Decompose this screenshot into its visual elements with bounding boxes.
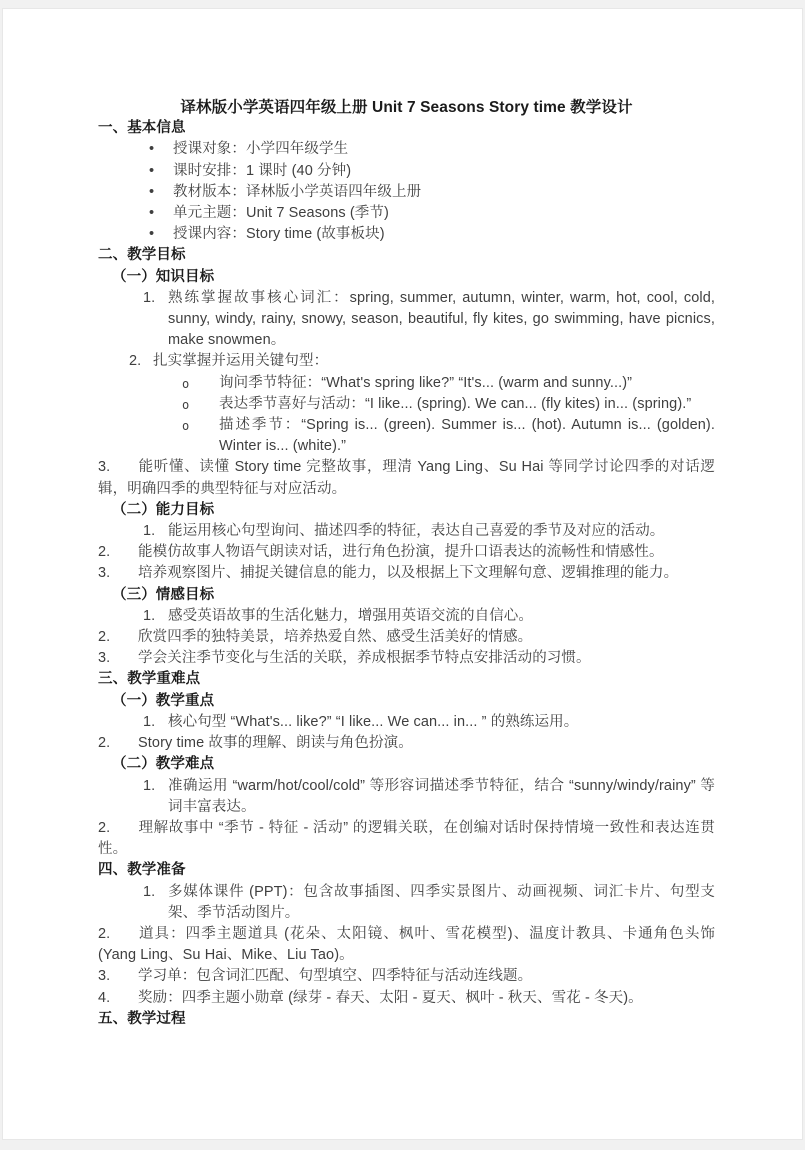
numbered-item-text: 培养观察图片、捕捉关键信息的能力，以及根据上下文理解句意、逻辑推理的能力。 bbox=[138, 565, 679, 582]
numbered-item bbox=[98, 627, 715, 648]
circle-bullet-icon: o bbox=[182, 419, 190, 434]
numbered-item-text: 熟练掌握故事核心词汇：spring, summer, autumn, winter, warm, hot, cool, cold, sunny, windy, rainy, snowy, season, beautiful, fly kites, go swimming, have picnics, make snowmen。 bbox=[168, 289, 715, 349]
numbered-item bbox=[98, 776, 715, 818]
numbered-item bbox=[98, 988, 715, 1009]
numbered-item-text: 感受英语故事的生活化魅力，增强用英语交流的自信心。 bbox=[168, 607, 533, 624]
number-marker: 3. bbox=[98, 968, 111, 985]
numbered-item-text: 核心句型 “What's... like?” “I like... We can... in... ” 的熟练运用。 bbox=[168, 713, 579, 730]
sub-bullet-text: 询问季节特征：“What's spring like?” “It's... (warm and sunny...)” bbox=[219, 374, 633, 391]
subsection-heading-difficult-points: （二）教学难点 bbox=[112, 756, 215, 773]
bullet-icon: • bbox=[149, 205, 155, 222]
numbered-item bbox=[98, 521, 715, 542]
number-marker: 3. bbox=[98, 650, 111, 667]
bulleted-item bbox=[98, 224, 715, 245]
number-marker: 1. bbox=[143, 289, 156, 306]
number-marker: 1. bbox=[143, 883, 156, 900]
number-marker: 1. bbox=[143, 713, 156, 730]
numbered-item bbox=[98, 733, 715, 754]
numbered-item bbox=[98, 351, 715, 372]
bulleted-item-text: 授课对象：小学四年级学生 bbox=[173, 141, 349, 158]
numbered-item bbox=[98, 818, 715, 860]
number-marker: 3. bbox=[98, 459, 111, 476]
numbered-item bbox=[98, 966, 715, 987]
document-page bbox=[2, 8, 803, 1140]
subsection-heading-ability-goals: （二）能力目标 bbox=[112, 501, 215, 518]
numbered-item bbox=[98, 457, 715, 499]
number-marker: 1. bbox=[143, 777, 156, 794]
numbered-item-text: 准确运用 “warm/hot/cool/cold” 等形容词描述季节特征，结合 “sunny/windy/rainy” 等词丰富表达。 bbox=[168, 777, 715, 815]
numbered-item bbox=[98, 288, 715, 352]
number-marker: 2. bbox=[98, 735, 111, 752]
bulleted-item bbox=[98, 139, 715, 160]
bullet-icon: • bbox=[149, 226, 155, 243]
numbered-item-text: 能听懂、读懂 Story time 完整故事，理清 Yang Ling、Su Hai 等同学讨论四季的对话逻辑，明确四季的典型特征与对应活动。 bbox=[98, 459, 715, 497]
sub-bullet-item bbox=[98, 373, 715, 394]
numbered-item-text: 理解故事中 “季节 - 特征 - 活动” 的逻辑关联，在创编对话时保持情境一致性和表达连贯性。 bbox=[98, 819, 715, 858]
numbered-item-text: 奖励：四季主题小勋章 (绿芽 - 春天、太阳 - 夏天、枫叶 - 秋天、雪花 - 冬天)。 bbox=[138, 989, 643, 1006]
numbered-item-text: 道具：四季主题道具 (花朵、太阳镜、枫叶、雪花模型)、温度计教具、卡通角色头饰 (Yang Ling、Su Hai、Mike、Liu Tao)。 bbox=[98, 925, 715, 964]
section-heading-teaching-goals: 二、教学目标 bbox=[98, 247, 186, 264]
bullet-icon: • bbox=[149, 183, 155, 200]
bullet-icon: • bbox=[149, 141, 155, 158]
number-marker: 1. bbox=[143, 523, 156, 540]
number-marker: 2. bbox=[98, 925, 111, 942]
subsection-heading-knowledge-goals: （一）知识目标 bbox=[112, 268, 215, 285]
sub-bullet-item bbox=[98, 394, 715, 415]
numbered-item-text: 扎实掌握并运用关键句型： bbox=[153, 353, 329, 370]
sub-bullet-item bbox=[98, 415, 715, 457]
numbered-item-text: 能运用核心句型询问、描述四季的特征，表达自己喜爱的季节及对应的活动。 bbox=[168, 523, 665, 540]
numbered-item bbox=[98, 924, 715, 966]
numbered-item-text: 学习单：包含词汇匹配、句型填空、四季特征与活动连线题。 bbox=[138, 968, 533, 985]
bulleted-item-text: 教材版本：译林版小学英语四年级上册 bbox=[173, 183, 422, 200]
bullet-icon: • bbox=[149, 162, 155, 179]
sub-bullet-text: 表达季节喜好与活动：“I like... (spring). We can... (fly kites) in... (spring).” bbox=[219, 395, 692, 412]
number-marker: 1. bbox=[143, 607, 156, 624]
numbered-item bbox=[98, 712, 715, 733]
section-heading-basic-info: 一、基本信息 bbox=[98, 120, 186, 137]
numbered-item bbox=[98, 542, 715, 563]
numbered-item-text: 欣赏四季的独特美景，培养热爱自然、感受生活美好的情感。 bbox=[138, 629, 533, 646]
number-marker: 2. bbox=[98, 544, 111, 561]
document-content bbox=[98, 97, 715, 1030]
numbered-item bbox=[98, 648, 715, 669]
number-marker: 3. bbox=[98, 565, 111, 582]
number-marker: 2. bbox=[98, 629, 111, 646]
bulleted-item bbox=[98, 161, 715, 182]
bulleted-item-text: 单元主题：Unit 7 Seasons (季节) bbox=[173, 205, 389, 222]
circle-bullet-icon: o bbox=[182, 397, 190, 412]
numbered-item bbox=[98, 882, 715, 924]
document-title: 译林版小学英语四年级上册 Unit 7 Seasons Story time 教学设计 bbox=[180, 99, 633, 116]
numbered-item-text: 能模仿故事人物语气朗读对话，进行角色扮演，提升口语表达的流畅性和情感性。 bbox=[138, 544, 664, 561]
numbered-item-text: 学会关注季节变化与生活的关联，养成根据季节特点安排活动的习惯。 bbox=[138, 650, 591, 667]
numbered-item bbox=[98, 606, 715, 627]
section-heading-teaching-process: 五、教学过程 bbox=[98, 1010, 186, 1027]
bulleted-item bbox=[98, 203, 715, 224]
sub-bullet-text: 描述季节：“Spring is... (green). Summer is... (hot). Autumn is... (golden). Winter is... (white).” bbox=[219, 417, 715, 455]
number-marker: 2. bbox=[129, 353, 142, 370]
circle-bullet-icon: o bbox=[182, 376, 190, 391]
numbered-item bbox=[98, 563, 715, 584]
subsection-heading-emotion-goals: （三）情感目标 bbox=[112, 586, 215, 603]
bulleted-item-text: 课时安排：1 课时 (40 分钟) bbox=[173, 162, 352, 179]
bulleted-item bbox=[98, 182, 715, 203]
section-heading-key-difficult-points: 三、教学重难点 bbox=[98, 671, 201, 688]
numbered-item-text: 多媒体课件 (PPT)：包含故事插图、四季实景图片、动画视频、词汇卡片、句型支架、季节活动图片。 bbox=[168, 883, 715, 921]
bulleted-item-text: 授课内容：Story time (故事板块) bbox=[173, 226, 385, 243]
subsection-heading-key-points: （一）教学重点 bbox=[112, 692, 215, 709]
number-marker: 2. bbox=[98, 819, 111, 836]
number-marker: 4. bbox=[98, 989, 111, 1006]
numbered-item-text: Story time 故事的理解、朗读与角色扮演。 bbox=[138, 735, 413, 752]
section-heading-teaching-preparation: 四、教学准备 bbox=[98, 862, 186, 879]
